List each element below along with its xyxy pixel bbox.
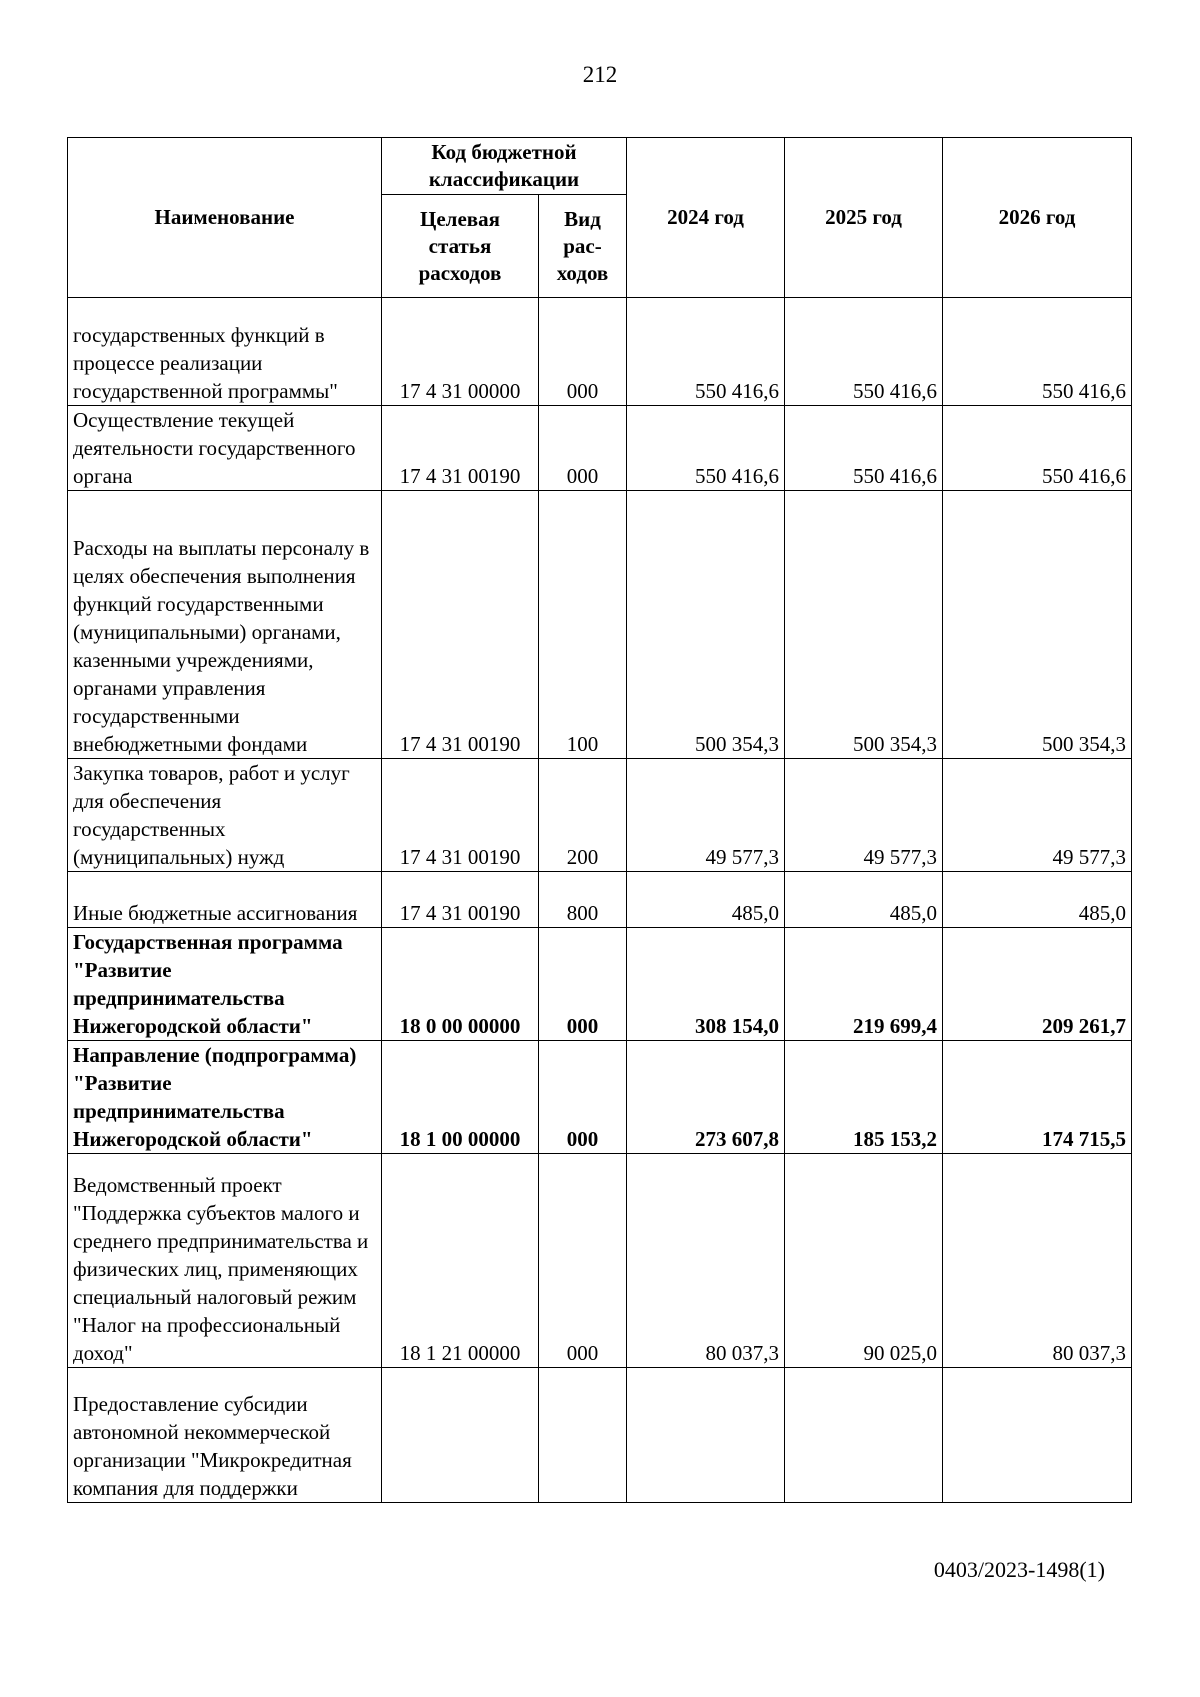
table-row <box>68 298 1132 406</box>
row-2024-cell: 550 416,6 <box>627 298 785 406</box>
row-2025-cell: 219 699,4 <box>785 928 943 1041</box>
header-budget-code: Код бюджетной классификации <box>382 138 627 195</box>
row-expense-kind-cell: 000 <box>539 928 627 1041</box>
row-name-cell: Направление (подпрограмма) "Развитие предпринимательства Нижегородской области" <box>68 1041 382 1154</box>
table-row <box>68 406 1132 491</box>
table-row <box>68 1154 1132 1368</box>
header-name: Наименование <box>68 138 382 298</box>
row-name-cell: Осуществление текущей деятельности государственного органа <box>68 406 382 491</box>
row-2025-cell <box>785 1368 943 1503</box>
row-2026-cell: 49 577,3 <box>943 759 1132 872</box>
row-2024-cell: 485,0 <box>627 872 785 928</box>
row-2026-cell <box>943 1368 1132 1503</box>
row-name-cell: Закупка товаров, работ и услуг для обеспечения государственных (муниципальных) нужд <box>68 759 382 872</box>
row-target-code-cell: 18 0 00 00000 <box>382 928 539 1041</box>
row-2025-cell: 550 416,6 <box>785 406 943 491</box>
header-2026: 2026 год <box>943 138 1132 298</box>
row-expense-kind-cell: 100 <box>539 491 627 759</box>
row-2026-cell: 174 715,5 <box>943 1041 1132 1154</box>
row-2024-cell: 49 577,3 <box>627 759 785 872</box>
row-expense-kind-cell: 000 <box>539 1041 627 1154</box>
table-row <box>68 1041 1132 1154</box>
row-expense-kind-cell: 000 <box>539 406 627 491</box>
row-name-cell: государственных функций в процессе реализации государственной программы" <box>68 298 382 406</box>
row-target-code-cell: 17 4 31 00190 <box>382 872 539 928</box>
table-body <box>68 298 1132 1503</box>
row-2024-cell: 500 354,3 <box>627 491 785 759</box>
row-2026-cell: 209 261,7 <box>943 928 1132 1041</box>
page-number: 212 <box>582 62 618 87</box>
row-2025-cell: 550 416,6 <box>785 298 943 406</box>
table-row <box>68 491 1132 759</box>
row-target-code-cell: 17 4 31 00190 <box>382 491 539 759</box>
row-2025-cell: 185 153,2 <box>785 1041 943 1154</box>
row-target-code-cell <box>382 1368 539 1503</box>
row-target-code-cell: 17 4 31 00190 <box>382 759 539 872</box>
row-name-cell: Ведомственный проект "Поддержка субъектов малого и среднего предпринимательства и физических лиц, применяющих специальный налоговый режим "Налог на профессиональный доход" <box>68 1154 382 1368</box>
row-2024-cell: 273 607,8 <box>627 1041 785 1154</box>
row-2025-cell: 90 025,0 <box>785 1154 943 1368</box>
table-row <box>68 1368 1132 1503</box>
row-expense-kind-cell: 800 <box>539 872 627 928</box>
row-expense-kind-cell: 000 <box>539 1154 627 1368</box>
row-2026-cell: 80 037,3 <box>943 1154 1132 1368</box>
row-name-cell: Расходы на выплаты персоналу в целях обеспечения выполнения функций государственными (муниципальными) органами, казенными учреждениями, органами управления государственными внебюджетными фондами <box>68 491 382 759</box>
row-expense-kind-cell: 000 <box>539 298 627 406</box>
row-2025-cell: 500 354,3 <box>785 491 943 759</box>
row-target-code-cell: 17 4 31 00190 <box>382 406 539 491</box>
row-2024-cell: 308 154,0 <box>627 928 785 1041</box>
row-name-cell: Предоставление субсидии автономной некоммерческой организации "Микрокредитная компания для поддержки <box>68 1368 382 1503</box>
row-2026-cell: 485,0 <box>943 872 1132 928</box>
row-2025-cell: 49 577,3 <box>785 759 943 872</box>
document-id: 0403/2023-1498(1) <box>933 1557 1105 1582</box>
row-2025-cell: 485,0 <box>785 872 943 928</box>
table-row <box>68 872 1132 928</box>
row-name-cell: Иные бюджетные ассигнования <box>68 872 382 928</box>
row-target-code-cell: 17 4 31 00000 <box>382 298 539 406</box>
row-2026-cell: 550 416,6 <box>943 298 1132 406</box>
header-2024: 2024 год <box>627 138 785 298</box>
row-2026-cell: 500 354,3 <box>943 491 1132 759</box>
table-row <box>68 928 1132 1041</box>
row-name-cell: Государственная программа "Развитие предпринимательства Нижегородской области" <box>68 928 382 1041</box>
row-target-code-cell: 18 1 21 00000 <box>382 1154 539 1368</box>
header-target-article: Целевая статья расходов <box>382 195 539 298</box>
row-2024-cell <box>627 1368 785 1503</box>
row-2026-cell: 550 416,6 <box>943 406 1132 491</box>
row-expense-kind-cell <box>539 1368 627 1503</box>
budget-table <box>67 137 1132 1503</box>
row-2024-cell: 80 037,3 <box>627 1154 785 1368</box>
header-expense-kind: Вид рас-ходов <box>539 195 627 298</box>
table-row <box>68 759 1132 872</box>
row-expense-kind-cell: 200 <box>539 759 627 872</box>
row-target-code-cell: 18 1 00 00000 <box>382 1041 539 1154</box>
header-2025: 2025 год <box>785 138 943 298</box>
row-2024-cell: 550 416,6 <box>627 406 785 491</box>
